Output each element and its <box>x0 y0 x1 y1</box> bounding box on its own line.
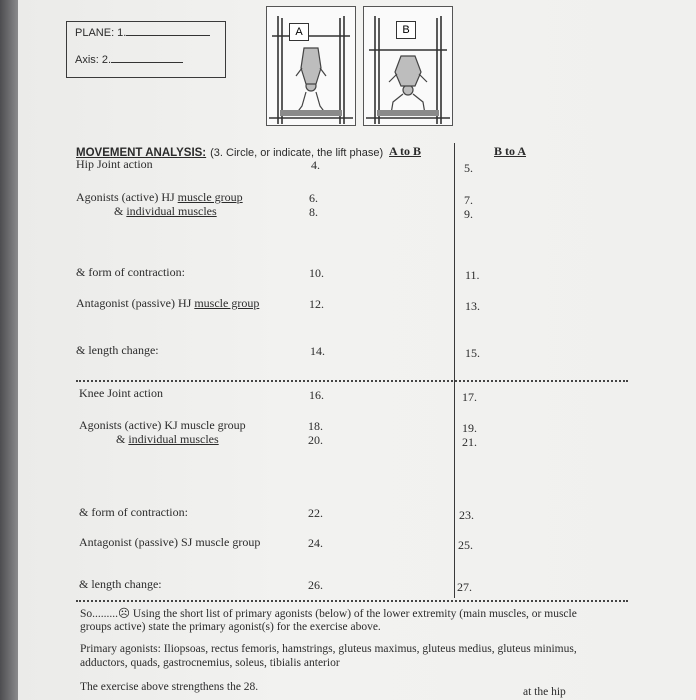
strengthens-question: The exercise above strengthens the 28. <box>80 681 259 693</box>
answer-18[interactable]: 18. <box>308 419 323 433</box>
hip-agonists-prefix: Agonists (active) HJ <box>76 190 178 204</box>
b-to-a-heading: B to A <box>494 144 527 158</box>
answer-24[interactable]: 24. <box>308 536 323 550</box>
plane-question <box>75 27 210 39</box>
axis-answer-blank[interactable] <box>111 62 183 63</box>
answer-4[interactable]: 4. <box>311 158 320 172</box>
hip-agonists-line2-prefix: & <box>114 204 127 218</box>
figure-b-label: B <box>396 21 416 39</box>
answer-22[interactable]: 22. <box>308 506 323 520</box>
hip-length-change-label: & length change: <box>76 343 159 357</box>
answer-23[interactable]: 23. <box>459 508 474 522</box>
answer-10[interactable]: 10. <box>309 266 324 280</box>
so-question-line2: groups active) state the primary agonist(s) for the exercise above. <box>80 621 381 633</box>
knee-antagonist-label: Antagonist (passive) SJ muscle group <box>79 535 261 549</box>
knee-agonists-line1: Agonists (active) KJ muscle group <box>79 418 246 432</box>
figure-a-base <box>280 110 342 116</box>
answer-19[interactable]: 19. <box>462 421 477 435</box>
movement-analysis-title: MOVEMENT ANALYSIS: <box>76 147 207 159</box>
answer-14[interactable]: 14. <box>310 344 325 358</box>
axis-question <box>75 54 183 66</box>
answer-7[interactable]: 7. <box>464 193 473 207</box>
figure-a-label: A <box>289 23 309 41</box>
answer-8[interactable]: 8. <box>309 205 318 219</box>
at-the-hip-text: at the hip <box>523 686 566 698</box>
plane-answer-blank[interactable] <box>126 35 210 36</box>
primary-agonists-line1: Primary agonists: Iliopsoas, rectus femoris, hamstrings, gluteus maximus, gluteus medius, gluteus minimus, <box>80 643 577 655</box>
column-divider <box>454 143 455 598</box>
answer-17[interactable]: 17. <box>462 390 477 404</box>
answer-12[interactable]: 12. <box>309 297 324 311</box>
hip-agonists-muscle-group: muscle group <box>177 190 243 204</box>
answer-16[interactable]: 16. <box>309 388 324 402</box>
section-divider-footer <box>76 600 628 602</box>
section-divider-hip-knee <box>76 380 628 382</box>
so-question-line1: So.........☹ Using the short list of primary agonists (below) of the lower extremity (main muscles, or muscle <box>80 608 577 620</box>
answer-20[interactable]: 20. <box>308 433 323 447</box>
hip-contraction-label: & form of contraction: <box>76 265 185 279</box>
hip-individual-muscles: individual muscles <box>126 204 217 218</box>
hip-joint-action-label: Hip Joint action <box>76 157 153 171</box>
axis-label: Axis: 2. <box>75 54 112 66</box>
figure-a-squat-illustration <box>266 6 356 126</box>
hip-antagonist-muscle-group: muscle group <box>194 296 260 310</box>
answer-27[interactable]: 27. <box>457 580 472 594</box>
answer-13[interactable]: 13. <box>465 299 480 313</box>
photo-dark-edge <box>0 0 18 700</box>
answer-9[interactable]: 9. <box>464 207 473 221</box>
figure-b-base <box>377 110 439 116</box>
knee-length-change-label: & length change: <box>79 577 162 591</box>
answer-15[interactable]: 15. <box>465 346 480 360</box>
answer-6[interactable]: 6. <box>309 191 318 205</box>
answer-11[interactable]: 11. <box>465 268 480 282</box>
answer-25[interactable]: 25. <box>458 538 473 552</box>
hip-antagonist-label <box>76 296 259 311</box>
knee-agonists-line2 <box>116 432 219 447</box>
knee-joint-action-label: Knee Joint action <box>79 386 163 400</box>
hip-agonists-line1 <box>76 190 243 205</box>
plane-label: PLANE: 1. <box>75 27 127 39</box>
knee-agonists-line2-prefix: & <box>116 432 129 446</box>
answer-21[interactable]: 21. <box>462 435 477 449</box>
primary-agonists-line2: adductors, quads, gastrocnemius, soleus, tibialis anterior <box>80 657 340 669</box>
answer-5[interactable]: 5. <box>464 161 473 175</box>
answer-26[interactable]: 26. <box>308 578 323 592</box>
knee-contraction-label: & form of contraction: <box>79 505 188 519</box>
hip-antagonist-prefix: Antagonist (passive) HJ <box>76 296 195 310</box>
hip-agonists-line2 <box>114 204 217 219</box>
lift-phase-instruction: (3. Circle, or indicate, the lift phase) <box>210 147 384 159</box>
a-to-b-heading: A to B <box>389 144 422 158</box>
knee-individual-muscles: individual muscles <box>128 432 219 446</box>
